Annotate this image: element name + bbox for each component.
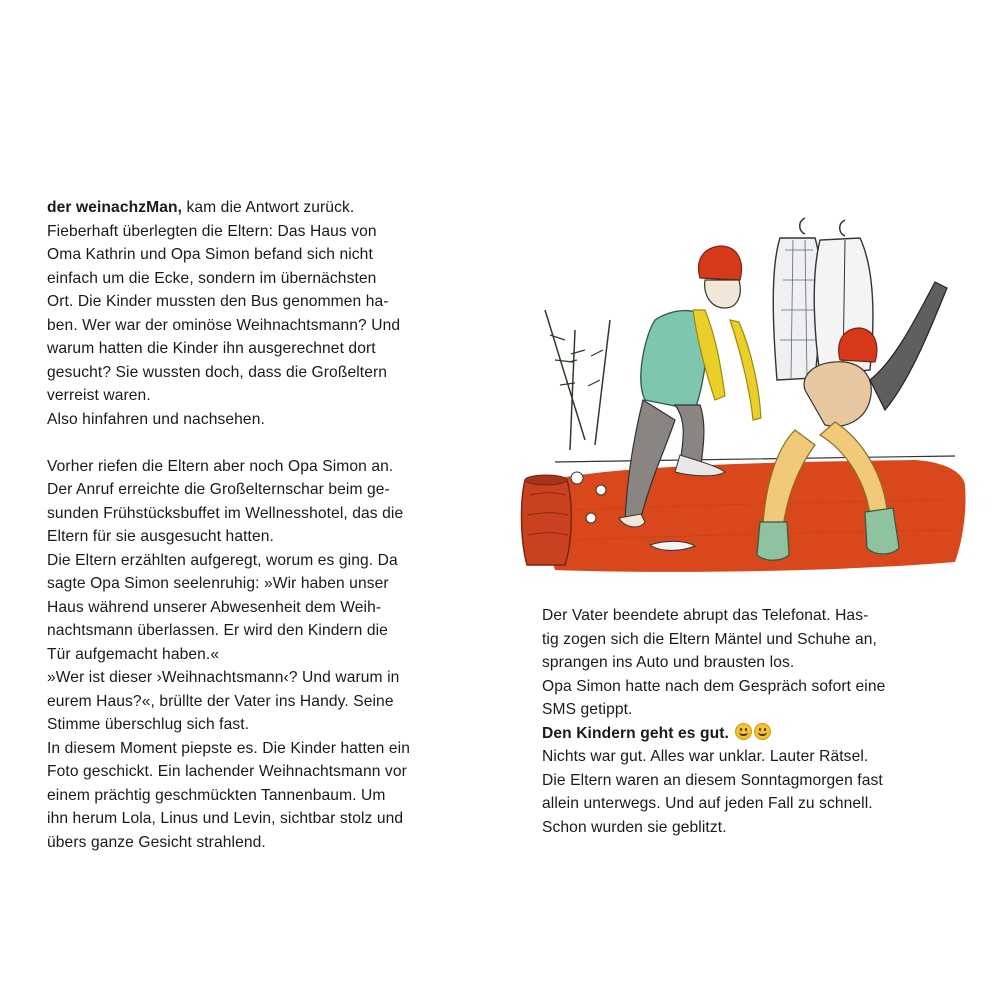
text-line: tig zogen sich die Eltern Mäntel und Schuhe an, (542, 630, 877, 648)
text-line: einfach um die Ecke, sondern im übernächsten (47, 269, 377, 287)
text-line: der weinachzMan, kam die Antwort zurück. (47, 199, 355, 216)
text-line: einem prächtig geschmückten Tannenbaum. Um (47, 786, 386, 804)
text-line: SMS getippt. (542, 701, 633, 718)
text-line: eurem Haus?«, brüllte der Vater ins Handy. Seine (47, 692, 394, 710)
sms-message-line (542, 722, 922, 746)
text-line: Foto geschickt. Ein lachender Weihnachtsmann vor (47, 763, 407, 780)
text-line: Haus während unserer Abwesenheit dem Weih- (47, 598, 382, 616)
text-line: Also hinfahren und nachsehen. (47, 410, 265, 428)
text-line: Fieberhaft überlegten die Eltern: Das Haus von (47, 222, 377, 240)
text-line: ihn herum Lola, Linus und Levin, sichtbar stolz und (47, 810, 404, 827)
text-line: Der Vater beendete abrupt das Telefonat. Has- (542, 607, 869, 624)
illustration-parents-dressing (515, 210, 970, 580)
text-line: sprangen ins Auto und brausten los. (542, 654, 795, 671)
text-line: warum hatten die Kinder ihn ausgerechnet dort (47, 340, 376, 357)
text-line: Die Eltern waren an diesem Sonntagmorgen fast (542, 771, 883, 789)
paragraph-gap (47, 431, 427, 455)
text-line: Eltern für sie ausgesucht hatten. (47, 528, 274, 545)
text-line: verreist waren. (47, 387, 151, 404)
text-line: Vorher riefen die Eltern aber noch Opa Simon an. (47, 457, 394, 475)
smiley-emoji-icon (735, 723, 752, 740)
sms-sender: der weinachzMan, (47, 199, 183, 216)
text-line: nachtsmann überlassen. Er wird den Kindern die (47, 622, 388, 639)
text-line: Schon wurden sie geblitzt. (542, 818, 727, 836)
smiley-emoji-icon (754, 723, 771, 740)
text-line: übers ganze Gesicht strahlend. (47, 833, 266, 851)
sms-message: Den Kindern geht es gut. (542, 724, 729, 742)
text-line: Nichts war gut. Alles war unklar. Lauter Rätsel. (542, 748, 869, 765)
text-line: Tür aufgemacht haben.« (47, 645, 220, 663)
text-line: allein unterwegs. Und auf jeden Fall zu schnell. (542, 795, 873, 812)
text-line: Stimme überschlug sich fast. (47, 716, 250, 733)
text-line: Oma Kathrin und Opa Simon befand sich nicht (47, 246, 373, 263)
text-line: Die Eltern erzählten aufgeregt, worum es ging. Da (47, 551, 398, 569)
text-line: In diesem Moment piepste es. Die Kinder hatten ein (47, 739, 410, 757)
text-line: »Wer ist dieser ›Weihnachtsmann‹? Und warum in (47, 669, 400, 686)
text-line: Opa Simon hatte nach dem Gespräch sofort eine (542, 677, 886, 695)
text-line: sagte Opa Simon seelenruhig: »Wir haben unser (47, 575, 389, 592)
text-line: sunden Frühstücksbuffet im Wellnesshotel, das die (47, 504, 404, 522)
left-page-text (47, 196, 427, 854)
text-line: Der Anruf erreichte die Großelternschar beim ge- (47, 481, 390, 498)
text-line: gesucht? Sie wussten doch, dass die Großeltern (47, 363, 388, 381)
text-line: ben. Wer war der ominöse Weihnachtsmann? Und (47, 316, 401, 334)
text-line: Ort. Die Kinder mussten den Bus genommen ha- (47, 293, 389, 310)
right-page-text (542, 604, 922, 839)
